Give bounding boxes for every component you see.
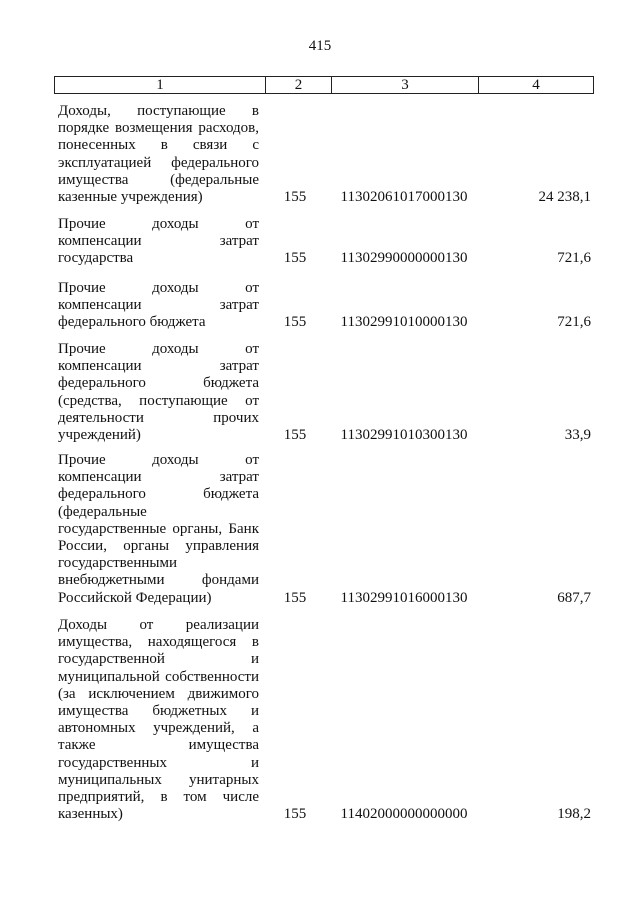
row-sum: 198,2 (557, 806, 591, 823)
description-line: внебюджетными фондами (58, 572, 259, 589)
row-sum: 721,6 (557, 314, 591, 331)
description-line: Прочие доходы от (58, 216, 259, 232)
description-line: компенсации затрат (58, 358, 259, 375)
description-line: учреждений) (58, 426, 141, 443)
header-col-3: 3 (332, 77, 479, 93)
description-line: компенсации затрат (58, 469, 259, 486)
header-col-4: 4 (532, 77, 540, 93)
description-line: предприятий, в том числе (58, 788, 259, 805)
row-code: 155 (283, 589, 307, 606)
table-header (54, 76, 594, 94)
row-sum: 33,9 (564, 427, 591, 443)
description-line: муниципальной собственности (58, 668, 259, 685)
row-sum: 687,7 (557, 589, 591, 606)
description-line: казенные учреждения) (58, 188, 203, 205)
description-line: государства (58, 250, 134, 267)
description-line: Прочие доходы от (58, 341, 259, 357)
description-line: (средства, поступающие от (58, 392, 259, 409)
description-line: компенсации затрат (58, 233, 259, 250)
row-kbk: 11302991016000130 (340, 589, 468, 606)
description-line: Прочие доходы от (58, 280, 259, 296)
row-code: 155 (283, 189, 307, 205)
header-col-1: 1 (55, 77, 266, 93)
description-line: компенсации затрат (58, 297, 259, 314)
description-line: государственных и (58, 754, 259, 771)
row-code: 155 (283, 250, 307, 267)
row-kbk: 11302990000000130 (340, 250, 468, 267)
row-description (58, 341, 259, 444)
row-kbk: 11302991010000130 (340, 314, 468, 331)
row-code: 155 (283, 314, 307, 331)
description-line: (за исключением движимого (58, 685, 259, 702)
description-line: Доходы от реализации (58, 617, 259, 633)
row-kbk: 11402000000000000 (340, 806, 468, 823)
description-line: автономных учреждений, а (58, 720, 259, 737)
description-line: также имущества (58, 737, 259, 754)
header-col-2: 2 (266, 77, 332, 93)
description-line: порядке возмещения расходов, (58, 120, 259, 137)
description-line: (федеральные (58, 503, 147, 520)
row-kbk: 11302061017000130 (340, 189, 468, 205)
description-line: федерального бюджета (58, 375, 259, 392)
description-line: Доходы, поступающие в (58, 103, 259, 119)
row-description (58, 216, 259, 268)
description-line: муниципальных унитарных (58, 771, 259, 788)
row-sum: 721,6 (557, 250, 591, 267)
description-line: казенных) (58, 806, 123, 823)
row-description (58, 617, 259, 823)
row-description (58, 452, 259, 607)
row-code: 155 (283, 806, 307, 823)
row-description (58, 280, 259, 332)
description-line: Российской Федерации) (58, 589, 212, 606)
description-line: федерального бюджета (58, 314, 206, 331)
description-line: России, органы управления (58, 537, 259, 554)
row-code: 155 (283, 427, 307, 443)
row-sum: 24 238,1 (538, 189, 591, 205)
description-line: имущества бюджетных и (58, 702, 259, 719)
description-line: эксплуатацией федерального (58, 154, 259, 171)
description-line: имущества (федеральные (58, 171, 259, 188)
description-line: понесенных в связи с (58, 137, 259, 154)
description-line: имущества, находящегося в (58, 634, 259, 651)
description-line: деятельности прочих (58, 409, 259, 426)
description-line: государственные органы, Банк (58, 520, 259, 537)
description-line: государственной и (58, 651, 259, 668)
description-line: государственными (58, 555, 177, 572)
page-number: 415 (308, 38, 332, 54)
description-line: Прочие доходы от (58, 452, 259, 468)
description-line: федерального бюджета (58, 486, 259, 503)
row-description (58, 103, 259, 206)
row-kbk: 11302991010300130 (340, 427, 468, 443)
